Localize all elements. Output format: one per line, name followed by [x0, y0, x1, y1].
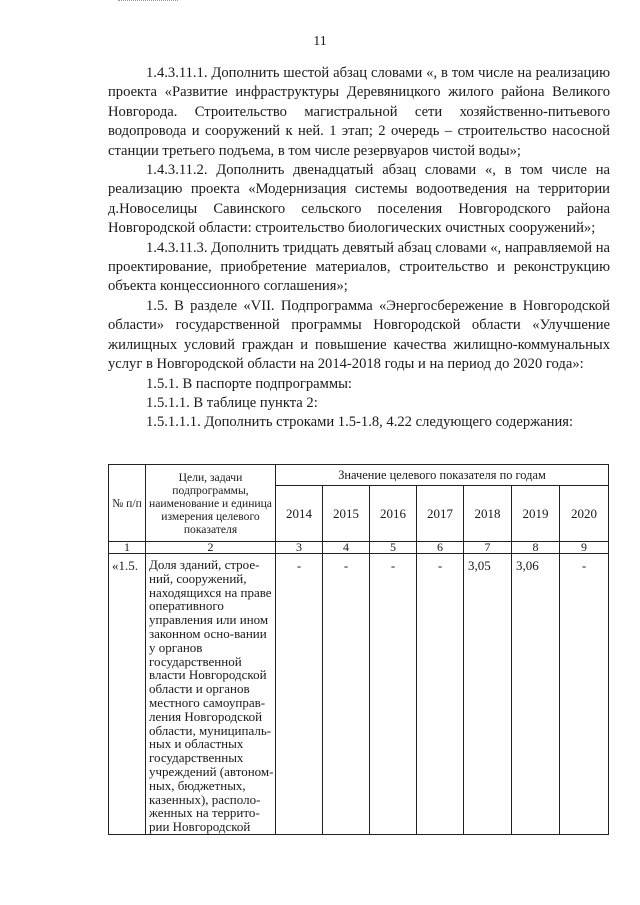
paragraph-1-5-1-1: 1.5.1.1. В таблице пункта 2: — [146, 394, 318, 411]
column-number: 3 — [276, 542, 323, 554]
value-2018: 3,05 — [464, 554, 512, 835]
header-year-2018: 2018 — [464, 486, 512, 542]
header-year-2015: 2015 — [323, 486, 370, 542]
paragraph-1-5-1-1-1: 1.5.1.1.1. Дополнить строками 1.5-1.8, 4.22 следующего содержания: — [146, 414, 574, 431]
row-goal-description: Доля зданий, строе-ний, сооружений, находящихся на праве оперативного управления или ином законном осно-вании у органов государственной власти Новгородской области и органов местного самоуправ-ления Новгородской области, муниципаль-ных и областных государственных учреждений (автоном-ных, бюджетных, казенных), располо-женных на террито-рии Новгородской — [146, 554, 276, 835]
paragraph-1-4-3-11-2: 1.4.3.11.2. Дополнить двенадцатый абзац словами «, в том числе на реализацию проекта «Модернизация системы водоотведения на территории д.Новоселицы Савинского сельского поселения Новгородского района Новгородской области: строительство биологических очистных сооружений»; — [108, 162, 610, 237]
document-body — [108, 64, 610, 433]
paragraph-1-4-3-11-1: 1.4.3.11.1. Дополнить шестой абзац словами «, в том числе на реализацию проекта «Развитие инфраструктуры Деревяницкого жилого района Великого Новгорода. Строительство магистральной сети хозяйственно-питьевого водопровода и сооружений к ней. 1 этап; 2 очередь – строительство насосной станции третьего подъема, в том числе резервуаров чистой воды»; — [108, 65, 610, 159]
scan-artifact — [118, 0, 178, 4]
row-number: «1.5. — [109, 554, 146, 835]
column-number: 5 — [370, 542, 417, 554]
column-number: 8 — [512, 542, 560, 554]
paragraph-1-5-1: 1.5.1. В паспорте подпрограммы: — [146, 375, 352, 392]
indicator-table-wrapper — [108, 464, 608, 835]
header-year-2017: 2017 — [417, 486, 464, 542]
page-number: 11 — [313, 34, 327, 49]
value-2019: 3,06 — [512, 554, 560, 835]
value-2020: - — [560, 554, 609, 835]
column-number-row — [109, 542, 609, 554]
header-year-2020: 2020 — [560, 486, 609, 542]
header-values-by-year: Значение целевого показателя по годам — [276, 465, 609, 486]
header-year-2014: 2014 — [276, 486, 323, 542]
value-2017: - — [417, 554, 464, 835]
header-year-2016: 2016 — [370, 486, 417, 542]
value-2015: - — [323, 554, 370, 835]
header-year-2019: 2019 — [512, 486, 560, 542]
paragraph-1-5: 1.5. В разделе «VII. Подпрограмма «Энергосбережение в Новгородской области» государственной программы Новгородской области «Улучшение жилищных условий граждан и повышение качества жилищно-коммунальных услуг в Новгородской области на 2014-2018 годы и на период до 2020 года»: — [108, 297, 610, 373]
column-number: 7 — [464, 542, 512, 554]
header-row-number: № п/п — [109, 465, 146, 542]
value-2016: - — [370, 554, 417, 835]
column-number: 9 — [560, 542, 609, 554]
column-number: 1 — [109, 542, 146, 554]
table-row — [109, 554, 609, 835]
column-number: 6 — [417, 542, 464, 554]
column-number: 4 — [323, 542, 370, 554]
header-goal: Цели, задачи подпрограммы, наименование и единица измерения целевого показателя — [146, 465, 276, 542]
indicator-table — [108, 464, 609, 835]
column-number: 2 — [146, 542, 276, 554]
paragraph-1-4-3-11-3: 1.4.3.11.3. Дополнить тридцать девятый абзац словами «, направляемой на проектирование, приобретение материалов, строительство и реконструкцию объекта концессионного соглашения»; — [108, 239, 610, 295]
value-2014: - — [276, 554, 323, 835]
